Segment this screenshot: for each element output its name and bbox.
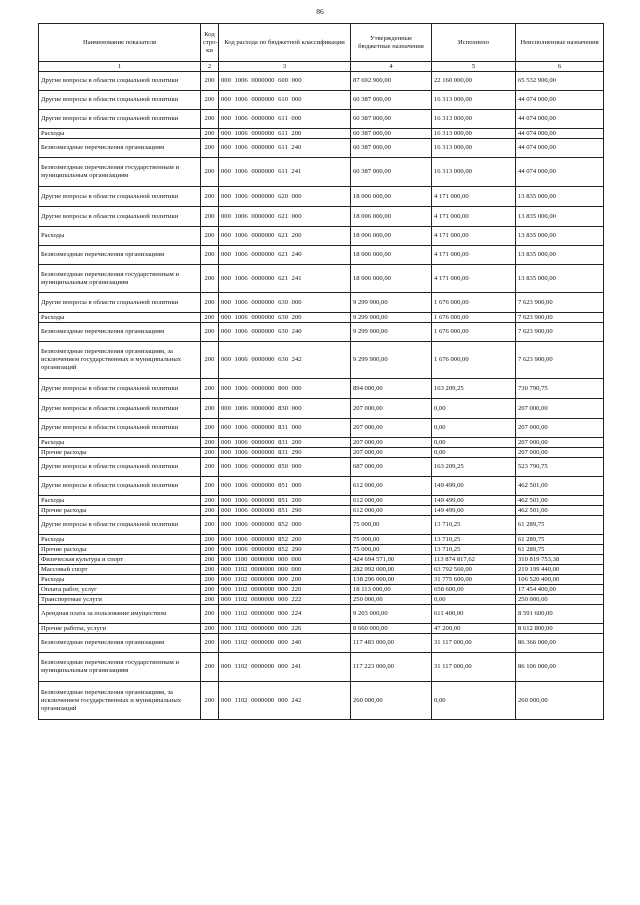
- row-expense-code: 000 1006 0000000 831 290: [219, 448, 351, 458]
- row-line-code: 200: [201, 419, 219, 438]
- row-executed: 4 171 000,00: [432, 227, 516, 246]
- row-expense-code: 000 1006 0000000 611 241: [219, 158, 351, 187]
- row-expense-code: 000 1006 0000000 611 200: [219, 129, 351, 139]
- row-name: Арендная плата за пользование имуществом: [39, 605, 201, 624]
- table-row: [39, 313, 604, 323]
- row-unexecuted: 207 000,00: [516, 448, 604, 458]
- row-executed: 0,00: [432, 419, 516, 438]
- row-executed: 13 710,25: [432, 545, 516, 555]
- row-approved: 138 296 000,00: [351, 575, 432, 585]
- row-executed: 16 313 000,00: [432, 91, 516, 110]
- header-line-code: Код стро- ки: [201, 24, 219, 62]
- row-line-code: 200: [201, 458, 219, 477]
- row-expense-code: 000 1006 0000000 850 000: [219, 458, 351, 477]
- row-line-code: 200: [201, 323, 219, 342]
- row-line-code: 200: [201, 575, 219, 585]
- row-executed: 22 160 000,00: [432, 72, 516, 91]
- row-expense-code: 000 1006 0000000 630 200: [219, 313, 351, 323]
- row-unexecuted: 8 591 600,00: [516, 605, 604, 624]
- row-name: Другие вопросы в области социальной политики: [39, 110, 201, 129]
- row-line-code: 200: [201, 535, 219, 545]
- row-name: Массовый спорт: [39, 565, 201, 575]
- row-expense-code: 000 1102 0000000 000 000: [219, 565, 351, 575]
- row-expense-code: 000 1100 0000000 000 000: [219, 555, 351, 565]
- row-approved: 250 000,00: [351, 595, 432, 605]
- row-executed: 658 600,00: [432, 585, 516, 595]
- row-executed: 0,00: [432, 399, 516, 419]
- row-name: Другие вопросы в области социальной политики: [39, 72, 201, 91]
- table-row: [39, 227, 604, 246]
- row-name: Другие вопросы в области социальной политики: [39, 458, 201, 477]
- row-name: Безвозмездные перечисления организациям: [39, 323, 201, 342]
- row-approved: 612 000,00: [351, 506, 432, 516]
- row-executed: 1 676 000,00: [432, 323, 516, 342]
- row-approved: 612 000,00: [351, 496, 432, 506]
- row-unexecuted: 730 790,75: [516, 379, 604, 399]
- row-line-code: 200: [201, 496, 219, 506]
- row-line-code: 200: [201, 506, 219, 516]
- row-expense-code: 000 1006 0000000 611 240: [219, 139, 351, 158]
- row-line-code: 200: [201, 227, 219, 246]
- row-line-code: 200: [201, 555, 219, 565]
- row-unexecuted: 86 106 000,00: [516, 653, 604, 682]
- row-name: Расходы: [39, 535, 201, 545]
- row-executed: 31 117 000,00: [432, 653, 516, 682]
- row-executed: 31 775 600,00: [432, 575, 516, 585]
- row-line-code: 200: [201, 477, 219, 496]
- row-approved: 207 000,00: [351, 438, 432, 448]
- row-line-code: 200: [201, 682, 219, 720]
- row-executed: 16 313 000,00: [432, 110, 516, 129]
- row-executed: 1 676 000,00: [432, 293, 516, 313]
- row-name: Другие вопросы в области социальной политики: [39, 187, 201, 207]
- row-expense-code: 000 1006 0000000 630 000: [219, 293, 351, 313]
- row-approved: 18 006 000,00: [351, 246, 432, 265]
- row-line-code: 200: [201, 379, 219, 399]
- row-name: Другие вопросы в области социальной политики: [39, 516, 201, 535]
- row-expense-code: 000 1006 0000000 611 000: [219, 110, 351, 129]
- table-row: [39, 605, 604, 624]
- header-unexecuted: Неисполненные назначения: [516, 24, 604, 62]
- header-name: Наименование показателя: [39, 24, 201, 62]
- row-expense-code: 000 1006 0000000 830 000: [219, 399, 351, 419]
- row-name: Безвозмездные перечисления организациям, за исключением государственных и муниципальных организаций: [39, 682, 201, 720]
- row-name: Другие вопросы в области социальной политики: [39, 419, 201, 438]
- row-line-code: 200: [201, 516, 219, 535]
- row-expense-code: 000 1006 0000000 851 000: [219, 477, 351, 496]
- row-name: Физическая культура и спорт: [39, 555, 201, 565]
- row-expense-code: 000 1102 0000000 000 242: [219, 682, 351, 720]
- row-executed: 149 499,00: [432, 506, 516, 516]
- row-unexecuted: 13 835 000,00: [516, 246, 604, 265]
- row-name: Другие вопросы в области социальной политики: [39, 91, 201, 110]
- column-number: 5: [432, 62, 516, 72]
- row-unexecuted: 462 501,00: [516, 477, 604, 496]
- table-row: [39, 438, 604, 448]
- row-expense-code: 000 1102 0000000 000 241: [219, 653, 351, 682]
- table-row: [39, 458, 604, 477]
- table-row: [39, 595, 604, 605]
- row-name: Расходы: [39, 438, 201, 448]
- column-number: 1: [39, 62, 201, 72]
- table-row: [39, 585, 604, 595]
- row-approved: 117 223 000,00: [351, 653, 432, 682]
- row-name: Безвозмездные перечисления организациям, за исключением государственных и муниципальных организаций: [39, 342, 201, 379]
- table-row: [39, 129, 604, 139]
- row-name: Безвозмездные перечисления организациям: [39, 139, 201, 158]
- page-number: 86: [316, 7, 324, 16]
- row-approved: 75 000,00: [351, 545, 432, 555]
- row-unexecuted: 7 623 900,00: [516, 342, 604, 379]
- row-approved: 60 387 000,00: [351, 110, 432, 129]
- row-expense-code: 000 1006 0000000 852 200: [219, 535, 351, 545]
- table-row: [39, 265, 604, 293]
- table-row: [39, 419, 604, 438]
- row-line-code: 200: [201, 187, 219, 207]
- table-row: [39, 207, 604, 227]
- row-unexecuted: 44 074 000,00: [516, 129, 604, 139]
- row-unexecuted: 65 532 900,00: [516, 72, 604, 91]
- row-name: Прочие расходы: [39, 545, 201, 555]
- row-unexecuted: 8 612 800,00: [516, 624, 604, 634]
- row-executed: 4 171 000,00: [432, 246, 516, 265]
- table-row: [39, 379, 604, 399]
- row-name: Расходы: [39, 313, 201, 323]
- row-line-code: 200: [201, 313, 219, 323]
- row-approved: 75 000,00: [351, 535, 432, 545]
- row-line-code: 200: [201, 634, 219, 653]
- table-row: [39, 653, 604, 682]
- row-unexecuted: 61 289,75: [516, 535, 604, 545]
- row-approved: 87 692 900,00: [351, 72, 432, 91]
- column-number: 2: [201, 62, 219, 72]
- table-row: [39, 634, 604, 653]
- row-approved: 18 006 000,00: [351, 187, 432, 207]
- row-expense-code: 000 1102 0000000 000 222: [219, 595, 351, 605]
- row-line-code: 200: [201, 91, 219, 110]
- row-unexecuted: 7 623 900,00: [516, 323, 604, 342]
- table-row: [39, 682, 604, 720]
- row-unexecuted: 44 074 000,00: [516, 110, 604, 129]
- row-line-code: 200: [201, 545, 219, 555]
- row-executed: 16 313 000,00: [432, 158, 516, 187]
- row-executed: 163 209,25: [432, 379, 516, 399]
- row-expense-code: 000 1006 0000000 831 000: [219, 419, 351, 438]
- table-row: [39, 575, 604, 585]
- row-executed: 0,00: [432, 682, 516, 720]
- row-unexecuted: 13 835 000,00: [516, 227, 604, 246]
- column-number-row: [39, 62, 604, 72]
- header-expense-code: Код расхода по бюджетной классификации: [219, 24, 351, 62]
- table-row: [39, 323, 604, 342]
- row-approved: 18 006 000,00: [351, 207, 432, 227]
- row-name: Безвозмездные перечисления организациям: [39, 634, 201, 653]
- row-unexecuted: 106 520 400,00: [516, 575, 604, 585]
- row-name: Безвозмездные перечисления государственным и муниципальным организациям: [39, 158, 201, 187]
- table-row: [39, 139, 604, 158]
- row-approved: 18 113 000,00: [351, 585, 432, 595]
- row-name: Прочие расходы: [39, 448, 201, 458]
- row-line-code: 200: [201, 110, 219, 129]
- column-number: 4: [351, 62, 432, 72]
- table-row: [39, 535, 604, 545]
- table-row: [39, 545, 604, 555]
- row-name: Расходы: [39, 129, 201, 139]
- row-unexecuted: 44 074 000,00: [516, 91, 604, 110]
- table-row: [39, 477, 604, 496]
- row-line-code: 200: [201, 565, 219, 575]
- row-line-code: 200: [201, 653, 219, 682]
- table-row: [39, 496, 604, 506]
- row-unexecuted: 207 000,00: [516, 438, 604, 448]
- row-executed: 4 171 000,00: [432, 265, 516, 293]
- row-executed: 47 200,00: [432, 624, 516, 634]
- row-approved: 9 299 900,00: [351, 342, 432, 379]
- table-row: [39, 187, 604, 207]
- table-row: [39, 624, 604, 634]
- row-approved: 18 006 000,00: [351, 265, 432, 293]
- column-number: 6: [516, 62, 604, 72]
- row-expense-code: 000 1006 0000000 800 000: [219, 379, 351, 399]
- row-executed: 1 676 000,00: [432, 342, 516, 379]
- row-unexecuted: 44 074 000,00: [516, 139, 604, 158]
- row-approved: 207 000,00: [351, 448, 432, 458]
- row-approved: 260 000,00: [351, 682, 432, 720]
- row-approved: 9 299 900,00: [351, 293, 432, 313]
- row-name: Безвозмездные перечисления организациям: [39, 246, 201, 265]
- row-approved: 207 000,00: [351, 399, 432, 419]
- row-expense-code: 000 1006 0000000 620 000: [219, 187, 351, 207]
- table-row: [39, 158, 604, 187]
- row-unexecuted: 207 000,00: [516, 419, 604, 438]
- table-row: [39, 516, 604, 535]
- row-line-code: 200: [201, 158, 219, 187]
- row-unexecuted: 523 790,75: [516, 458, 604, 477]
- row-unexecuted: 61 289,75: [516, 545, 604, 555]
- row-approved: 612 000,00: [351, 477, 432, 496]
- row-expense-code: 000 1006 0000000 852 000: [219, 516, 351, 535]
- row-line-code: 200: [201, 72, 219, 91]
- row-line-code: 200: [201, 129, 219, 139]
- row-executed: 16 313 000,00: [432, 139, 516, 158]
- row-approved: 687 000,00: [351, 458, 432, 477]
- row-line-code: 200: [201, 595, 219, 605]
- row-expense-code: 000 1006 0000000 831 200: [219, 438, 351, 448]
- row-line-code: 200: [201, 342, 219, 379]
- row-unexecuted: 462 501,00: [516, 506, 604, 516]
- table-row: [39, 342, 604, 379]
- budget-report-table: [38, 23, 604, 720]
- table-row: [39, 246, 604, 265]
- row-line-code: 200: [201, 448, 219, 458]
- row-approved: 60 387 000,00: [351, 91, 432, 110]
- row-line-code: 200: [201, 438, 219, 448]
- row-unexecuted: 250 000,00: [516, 595, 604, 605]
- row-name: Расходы: [39, 227, 201, 246]
- row-approved: 117 483 000,00: [351, 634, 432, 653]
- row-line-code: 200: [201, 139, 219, 158]
- row-name: Прочие работы, услуги: [39, 624, 201, 634]
- row-approved: 9 299 900,00: [351, 323, 432, 342]
- row-executed: 0,00: [432, 595, 516, 605]
- table-row: [39, 293, 604, 313]
- row-name: Другие вопросы в области социальной политики: [39, 293, 201, 313]
- row-expense-code: 000 1102 0000000 000 224: [219, 605, 351, 624]
- row-name: Безвозмездные перечисления государственным и муниципальным организациям: [39, 653, 201, 682]
- row-approved: 9 299 900,00: [351, 313, 432, 323]
- row-approved: 60 387 000,00: [351, 139, 432, 158]
- row-name: Другие вопросы в области социальной политики: [39, 379, 201, 399]
- table-body: [39, 72, 604, 720]
- header-approved: Утвержденные бюджетные назначения: [351, 24, 432, 62]
- row-executed: 4 171 000,00: [432, 187, 516, 207]
- row-unexecuted: 207 000,00: [516, 399, 604, 419]
- header-row: [39, 24, 604, 62]
- table-row: [39, 565, 604, 575]
- row-executed: 4 171 000,00: [432, 207, 516, 227]
- row-name: Другие вопросы в области социальной политики: [39, 207, 201, 227]
- row-approved: 8 660 000,00: [351, 624, 432, 634]
- row-unexecuted: 219 199 440,00: [516, 565, 604, 575]
- row-line-code: 200: [201, 246, 219, 265]
- row-expense-code: 000 1006 0000000 630 240: [219, 323, 351, 342]
- row-name: Оплата работ, услуг: [39, 585, 201, 595]
- row-unexecuted: 7 623 900,00: [516, 313, 604, 323]
- row-name: Другие вопросы в области социальной политики: [39, 399, 201, 419]
- table-row: [39, 506, 604, 516]
- row-approved: 207 000,00: [351, 419, 432, 438]
- row-name: Другие вопросы в области социальной политики: [39, 477, 201, 496]
- row-executed: 1 676 000,00: [432, 313, 516, 323]
- header-executed: Исполнено: [432, 24, 516, 62]
- row-executed: 611 400,00: [432, 605, 516, 624]
- table-row: [39, 72, 604, 91]
- row-approved: 894 000,00: [351, 379, 432, 399]
- row-approved: 60 387 000,00: [351, 158, 432, 187]
- row-executed: 0,00: [432, 448, 516, 458]
- row-name: Безвозмездные перечисления государственным и муниципальным организациям: [39, 265, 201, 293]
- row-expense-code: 000 1006 0000000 851 290: [219, 506, 351, 516]
- row-expense-code: 000 1102 0000000 000 226: [219, 624, 351, 634]
- row-name: Расходы: [39, 496, 201, 506]
- row-expense-code: 000 1006 0000000 621 240: [219, 246, 351, 265]
- row-unexecuted: 86 366 000,00: [516, 634, 604, 653]
- row-executed: 149 499,00: [432, 496, 516, 506]
- row-unexecuted: 310 819 753,38: [516, 555, 604, 565]
- row-executed: 113 874 817,62: [432, 555, 516, 565]
- row-line-code: 200: [201, 399, 219, 419]
- row-approved: 18 006 000,00: [351, 227, 432, 246]
- row-expense-code: 000 1006 0000000 851 200: [219, 496, 351, 506]
- table-row: [39, 91, 604, 110]
- row-executed: 0,00: [432, 438, 516, 448]
- row-expense-code: 000 1006 0000000 630 242: [219, 342, 351, 379]
- row-expense-code: 000 1006 0000000 621 000: [219, 207, 351, 227]
- row-unexecuted: 13 835 000,00: [516, 187, 604, 207]
- row-unexecuted: 13 835 000,00: [516, 265, 604, 293]
- row-executed: 149 499,00: [432, 477, 516, 496]
- row-line-code: 200: [201, 293, 219, 313]
- row-expense-code: 000 1006 0000000 852 290: [219, 545, 351, 555]
- row-approved: 75 000,00: [351, 516, 432, 535]
- row-executed: 13 710,25: [432, 535, 516, 545]
- row-unexecuted: 17 454 400,00: [516, 585, 604, 595]
- row-unexecuted: 462 501,00: [516, 496, 604, 506]
- row-unexecuted: 13 835 000,00: [516, 207, 604, 227]
- row-expense-code: 000 1102 0000000 000 240: [219, 634, 351, 653]
- row-line-code: 200: [201, 265, 219, 293]
- row-unexecuted: 44 074 000,00: [516, 158, 604, 187]
- row-expense-code: 000 1006 0000000 621 200: [219, 227, 351, 246]
- table-row: [39, 555, 604, 565]
- table-row: [39, 448, 604, 458]
- row-line-code: 200: [201, 207, 219, 227]
- row-expense-code: 000 1102 0000000 000 200: [219, 575, 351, 585]
- row-line-code: 200: [201, 605, 219, 624]
- row-name: Расходы: [39, 575, 201, 585]
- row-executed: 163 209,25: [432, 458, 516, 477]
- row-unexecuted: 7 623 900,00: [516, 293, 604, 313]
- row-name: Транспортные услуги: [39, 595, 201, 605]
- row-expense-code: 000 1006 0000000 621 241: [219, 265, 351, 293]
- column-number: 3: [219, 62, 351, 72]
- table-row: [39, 399, 604, 419]
- row-approved: 282 992 000,00: [351, 565, 432, 575]
- row-executed: 31 117 000,00: [432, 634, 516, 653]
- row-approved: 424 694 571,00: [351, 555, 432, 565]
- row-approved: 60 387 000,00: [351, 129, 432, 139]
- row-line-code: 200: [201, 585, 219, 595]
- row-unexecuted: 260 000,00: [516, 682, 604, 720]
- row-unexecuted: 61 289,75: [516, 516, 604, 535]
- row-approved: 9 203 000,00: [351, 605, 432, 624]
- row-expense-code: 000 1006 0000000 600 000: [219, 72, 351, 91]
- row-executed: 63 792 560,00: [432, 565, 516, 575]
- row-name: Прочие расходы: [39, 506, 201, 516]
- row-expense-code: 000 1006 0000000 610 000: [219, 91, 351, 110]
- row-line-code: 200: [201, 624, 219, 634]
- row-executed: 16 313 000,00: [432, 129, 516, 139]
- table-row: [39, 110, 604, 129]
- row-executed: 13 710,25: [432, 516, 516, 535]
- row-expense-code: 000 1102 0000000 000 220: [219, 585, 351, 595]
